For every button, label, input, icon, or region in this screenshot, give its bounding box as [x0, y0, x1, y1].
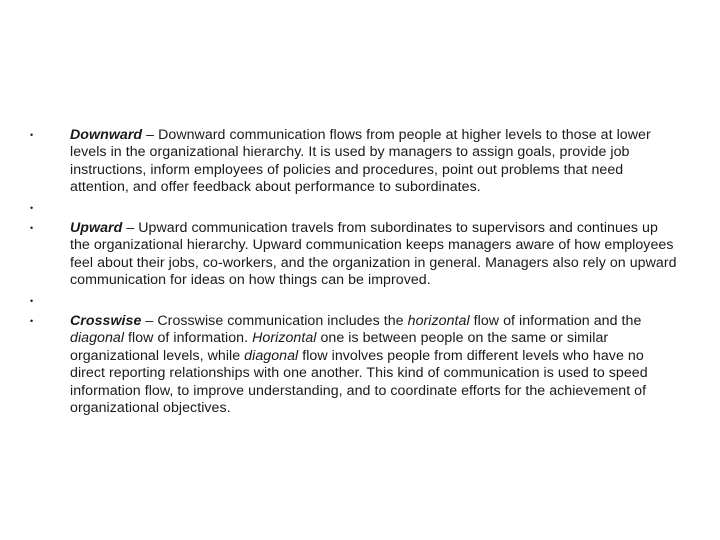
bullet-item-downward [28, 127, 678, 197]
description-segment: flow of information. [124, 330, 253, 347]
emphasis-diagonal: diagonal [244, 347, 299, 364]
term-upward: Upward [70, 220, 123, 237]
description-segment: one is between people on the same or similar organizational levels, while [70, 330, 609, 364]
description-segment: Crosswise communication includes the [157, 313, 408, 330]
bullet-dot-icon: • [30, 223, 34, 234]
bullet-item-crosswise [28, 313, 678, 417]
separator: – [142, 127, 159, 143]
emphasis-horizontal: horizontal [407, 313, 470, 330]
emphasis-diagonal: diagonal [70, 330, 125, 347]
bullet-dot-icon: • [30, 130, 34, 140]
term-crosswise: Crosswise [70, 313, 142, 330]
bullet-text-downward [70, 127, 678, 197]
bullet-item-empty [28, 200, 678, 217]
description-downward: Downward communication flows from people at higher levels to those at lower levels in the organizational hierarchy. It is used by managers to assign goals, provide job instructions, inform employees of policies and procedures, point out problems that need attention, and offer feedback about performance to subordinates. [70, 127, 651, 196]
bullet-dot-icon: • [30, 316, 34, 327]
bullet-item-empty [28, 293, 678, 310]
bullet-list [28, 127, 678, 417]
separator: – [141, 313, 158, 330]
emphasis-horizontal: Horizontal [252, 330, 317, 347]
bullet-dot-icon: • [30, 202, 34, 213]
description-upward: Upward communication travels from subordinates to supervisors and continues up the organizational hierarchy. Upward communication keeps managers aware of how employees feel about their jobs, co-workers, and the organization in general. Managers also rely on upward communication for ideas on how things can be improved. [70, 220, 677, 289]
bullet-dot-icon: • [30, 295, 34, 306]
term-downward: Downward [70, 127, 143, 143]
bullet-text-upward [70, 220, 678, 290]
separator: – [122, 220, 139, 237]
description-segment: flow involves people from different levels who have no direct reporting relationships with one another. This kind of communication is used to speed information flow, to improve understanding, and to coordinate efforts for the achievement of organizational objectives. [70, 347, 648, 417]
bullet-text-crosswise [70, 313, 678, 417]
bullet-item-upward [28, 220, 678, 290]
description-segment: flow of information and the [469, 313, 642, 330]
